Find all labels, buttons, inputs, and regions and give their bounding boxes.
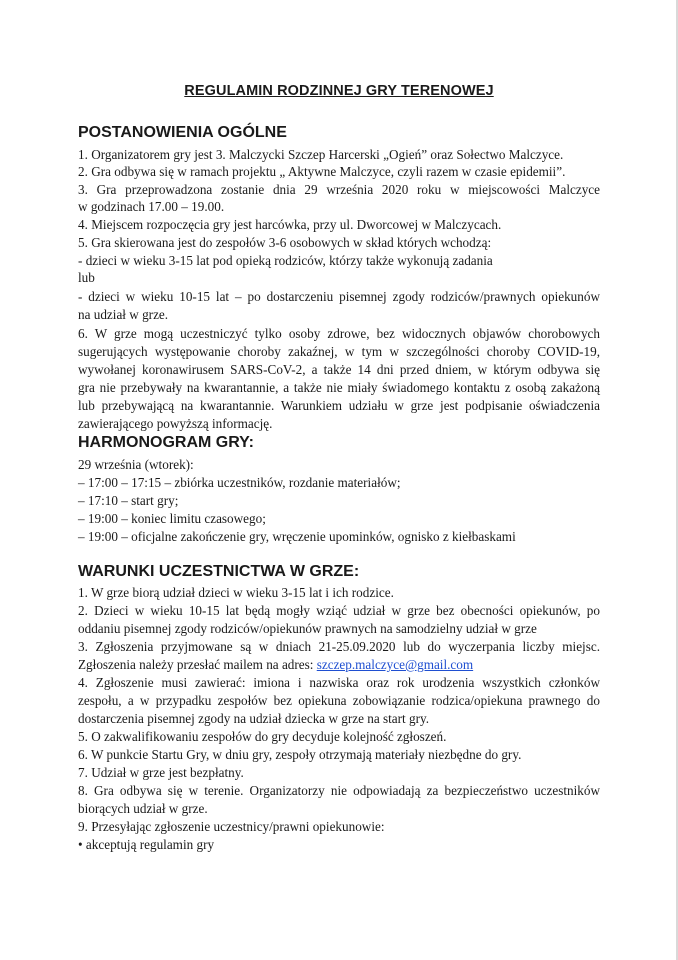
schedule-item: – 17:00 – 17:15 – zbiórka uczestników, rozdanie materiałów; [78, 475, 401, 490]
paragraph-line: 4. Zgłoszenie musi zawierać: imiona i nazwiska oraz rok urodzenia wszystkich członków [78, 675, 600, 690]
paragraph-line: wywołanej koronawirusem SARS-CoV-2, a także 14 dni przed dniem, w którym odbywa się [78, 362, 600, 377]
paragraph-line: na udział w grze. [78, 307, 169, 322]
paragraph-line: gra nie przebywały na kwarantannie, a także nie miały świadomego kontaktu z osobą zakażoną [78, 380, 600, 395]
paragraph-line: 5. O zakwalifikowaniu zespołów do gry decyduje kolejność zgłoszeń. [78, 729, 447, 744]
section-heading-general: POSTANOWIENIA OGÓLNE [78, 124, 287, 141]
paragraph-line: zespołu, a w przypadku zespołów bez opiekuna zobowiązanie rodzica/opiekuna prawnego do [78, 693, 600, 708]
paragraph-line: 3. Zgłoszenia przyjmowane są w dniach 21-25.09.2020 lub do wyczerpania liczby miejsc. [78, 639, 600, 654]
document-title: REGULAMIN RODZINNEJ GRY TERENOWEJ [184, 83, 494, 99]
schedule-item: – 17:10 – start gry; [78, 493, 179, 508]
schedule-item: – 19:00 – oficjalne zakończenie gry, wręczenie upominków, ognisko z kiełbaskami [78, 529, 516, 544]
paragraph-line: 6. W grze mogą uczestniczyć tylko osoby zdrowe, bez widocznych objawów chorobowych [78, 326, 600, 341]
paragraph-line: sugerujących występowanie choroby zakaźnej, w tym w szczególności choroby COVID-19, [78, 344, 600, 359]
paragraph-line: - dzieci w wieku 10-15 lat – po dostarczeniu pisemnej zgody rodziców/prawnych opiekunów [78, 289, 600, 304]
paragraph-line: 1. W grze biorą udział dzieci w wieku 3-15 lat i ich rodzice. [78, 585, 394, 600]
paragraph-line: 9. Przesyłając zgłoszenie uczestnicy/prawni opiekunowie: [78, 819, 385, 834]
section-heading-schedule: HARMONOGRAM GRY: [78, 434, 254, 451]
paragraph-line: oddaniu pisemnej zgody rodziców/opiekunów prawnych na samodzielny udział w grze [78, 621, 537, 636]
section-heading-conditions: WARUNKI UCZESTNICTWA W GRZE: [78, 563, 360, 580]
paragraph-line: lub [78, 270, 95, 285]
paragraph-line: 4. Miejscem rozpoczęcia gry jest harcówka, przy ul. Dworcowej w Malczycach. [78, 217, 502, 232]
paragraph-line: w godzinach 17.00 – 19.00. [78, 199, 225, 214]
paragraph-line: dostarczenia pisemnej zgody na udział dziecka w grze na start gry. [78, 711, 430, 726]
paragraph-line: 6. W punkcie Startu Gry, w dniu gry, zespoły otrzymają materiały niezbędne do gry. [78, 747, 522, 762]
bullet-item: • akceptują regulamin gry [78, 837, 215, 852]
paragraph-line: - dzieci w wieku 3-15 lat pod opieką rodziców, którzy także wykonują zadania [78, 253, 493, 268]
paragraph-line: 8. Gra odbywa się w terenie. Organizatorzy nie odpowiadają za bezpieczeństwo uczestników [78, 783, 600, 798]
paragraph-line: 5. Gra skierowana jest do zespołów 3-6 osobowych w skład których wchodzą: [78, 235, 492, 250]
paragraph-line: 2. Gra odbywa się w ramach projektu „ Aktywne Malczyce, czyli razem w czasie epidemii”. [78, 164, 566, 179]
paragraph-line: 7. Udział w grze jest bezpłatny. [78, 765, 244, 780]
paragraph-line: 2. Dzieci w wieku 10-15 lat będą mogły wziąć udział w grze bez obecności opiekunów, po [78, 603, 600, 618]
email-line [78, 656, 600, 673]
paragraph-line: lub przebywającą na kwarantannie. Warunkiem udziału w grze jest podpisanie oświadczenia [78, 398, 600, 413]
paragraph-line: 3. Gra przeprowadzona zostanie dnia 29 września 2020 roku w miejscowości Malczyce [78, 182, 600, 197]
schedule-item: – 19:00 – koniec limitu czasowego; [78, 511, 266, 526]
paragraph-line: zawierającego powyższą informację. [78, 416, 273, 431]
schedule-date: 29 września (wtorek): [78, 457, 194, 472]
email-link[interactable]: szczep.malczyce@gmail.com [316, 657, 474, 672]
email-prefix: Zgłoszenia należy przesłać mailem na adres: [78, 657, 317, 672]
paragraph-line: 1. Organizatorem gry jest 3. Malczycki Szczep Harcerski „Ogień” oraz Sołectwo Malczyce. [78, 147, 564, 162]
paragraph-line: biorących udział w grze. [78, 801, 208, 816]
